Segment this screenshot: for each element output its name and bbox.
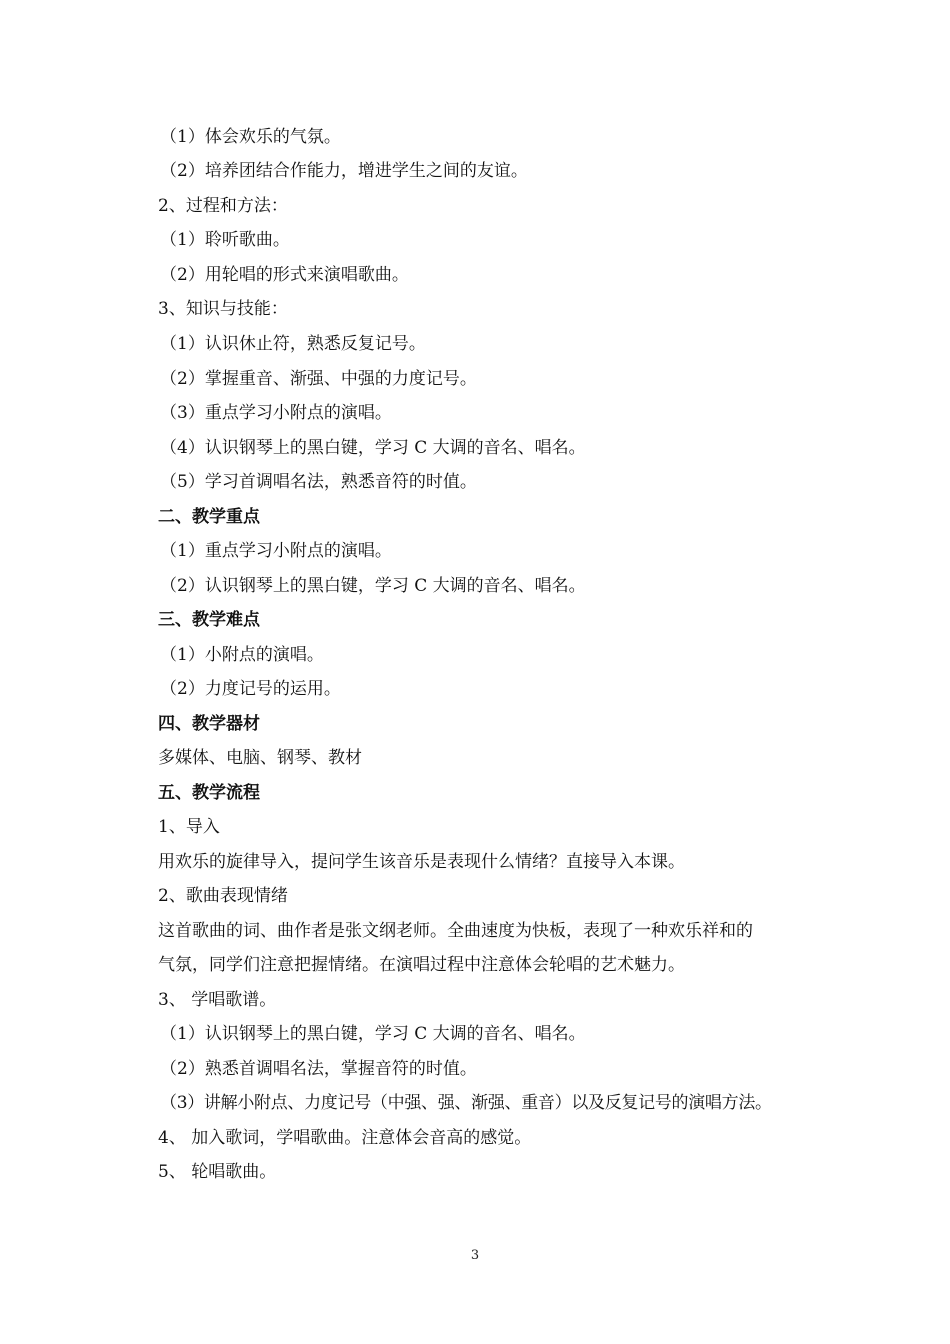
section-process-method: 2、过程和方法： bbox=[158, 196, 288, 216]
process-item-1: （1）聆听歌曲。 bbox=[160, 230, 290, 250]
flow-step-2-text-line1: 这首歌曲的词、曲作者是张文纲老师。全曲速度为快板，表现了一种欢乐祥和的 bbox=[158, 921, 753, 941]
process-item-2: （2）用轮唱的形式来演唱歌曲。 bbox=[160, 265, 409, 285]
flow-step-5: 5、 轮唱歌曲。 bbox=[158, 1162, 277, 1182]
section-knowledge-skills: 3、知识与技能： bbox=[158, 299, 288, 319]
flow-step-3-item-1: （1）认识钢琴上的黑白键，学习 C 大调的音名、唱名。 bbox=[160, 1024, 586, 1044]
flow-step-3-item-3: （3）讲解小附点、力度记号（中强、强、渐强、重音）以及反复记号的演唱方法。 bbox=[160, 1093, 772, 1113]
flow-step-2-title: 2、歌曲表现情绪 bbox=[158, 886, 288, 906]
heading-equipment: 四、教学器材 bbox=[158, 714, 260, 734]
knowledge-item-1: （1）认识休止符，熟悉反复记号。 bbox=[160, 334, 426, 354]
page-number: 3 bbox=[470, 1248, 480, 1263]
flow-step-2-text-line2: 气氛，同学们注意把握情绪。在演唱过程中注意体会轮唱的艺术魅力。 bbox=[158, 955, 685, 975]
flow-step-1-title: 1、导入 bbox=[158, 817, 220, 837]
knowledge-item-2: （2）掌握重音、渐强、中强的力度记号。 bbox=[160, 369, 477, 389]
objective-1: （1）体会欢乐的气氛。 bbox=[160, 127, 341, 147]
flow-step-4: 4、 加入歌词，学唱歌曲。注意体会音高的感觉。 bbox=[158, 1128, 532, 1148]
difficulty-1: （1）小附点的演唱。 bbox=[160, 645, 324, 665]
knowledge-item-4: （4）认识钢琴上的黑白键，学习 C 大调的音名、唱名。 bbox=[160, 438, 586, 458]
equipment-list: 多媒体、电脑、钢琴、教材 bbox=[158, 748, 362, 768]
difficulty-2: （2）力度记号的运用。 bbox=[160, 679, 341, 699]
knowledge-item-5: （5）学习首调唱名法，熟悉音符的时值。 bbox=[160, 472, 477, 492]
key-point-1: （1）重点学习小附点的演唱。 bbox=[160, 541, 392, 561]
heading-difficulties: 三、教学难点 bbox=[158, 610, 260, 630]
flow-step-1-text: 用欢乐的旋律导入，提问学生该音乐是表现什么情绪？直接导入本课。 bbox=[158, 852, 685, 872]
flow-step-3-title: 3、 学唱歌谱。 bbox=[158, 990, 277, 1010]
heading-teaching-flow: 五、教学流程 bbox=[158, 783, 260, 803]
knowledge-item-3: （3）重点学习小附点的演唱。 bbox=[160, 403, 392, 423]
heading-key-points: 二、教学重点 bbox=[158, 507, 260, 527]
key-point-2: （2）认识钢琴上的黑白键，学习 C 大调的音名、唱名。 bbox=[160, 576, 586, 596]
objective-2: （2）培养团结合作能力，增进学生之间的友谊。 bbox=[160, 161, 528, 181]
flow-step-3-item-2: （2）熟悉首调唱名法，掌握音符的时值。 bbox=[160, 1059, 477, 1079]
